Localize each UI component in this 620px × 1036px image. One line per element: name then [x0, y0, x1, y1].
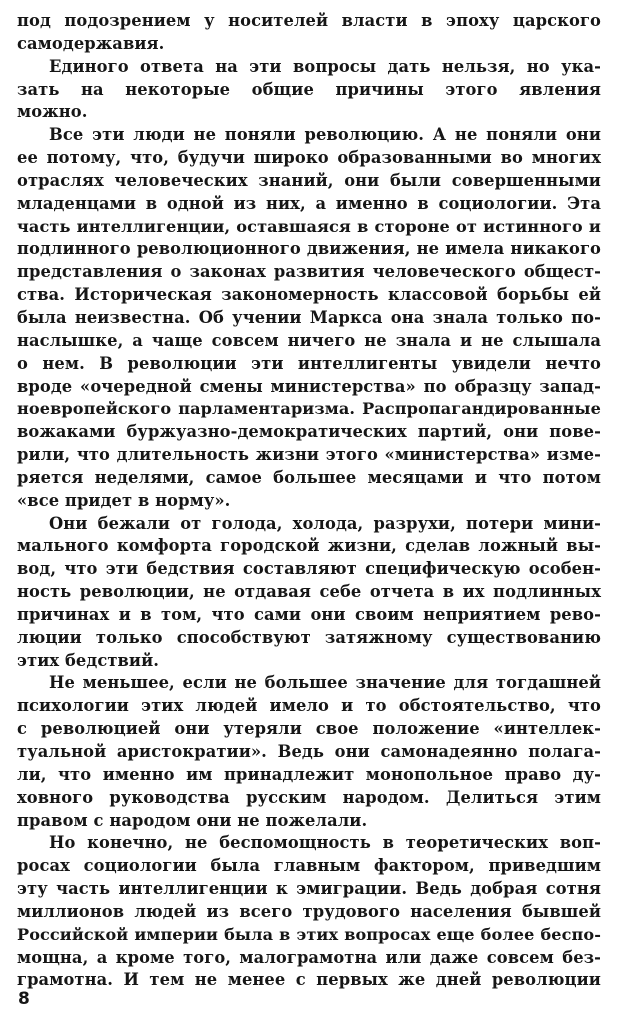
text-line: вроде «очередной смены министерства» по образцу запад-: [17, 376, 601, 396]
text-line: миллионов людей из всего трудового населения бывшей: [17, 901, 601, 921]
text-line: под подозрением у носителей власти в эпоху царского: [17, 11, 601, 30]
text-line: ноевропейского парламентаризма. Распропагандированные: [17, 399, 601, 419]
page-number: 8: [18, 989, 30, 1009]
text-line: зать на некоторые общие причины этого явления: [17, 79, 601, 99]
text-line: причинах и в том, что сами они своим неприятием рево-: [17, 604, 601, 624]
text-line: Не меньшее, если не большее значение для тогдашней: [49, 673, 601, 693]
text-line: люции только способствуют затяжному существованию: [17, 627, 601, 647]
text-line: ства. Историческая закономерность классовой борьбы ей: [17, 285, 601, 305]
text-line: можно.: [17, 102, 88, 122]
text-line: психологии этих людей имело и то обстоятельство, что: [17, 696, 601, 716]
text-line: правом с народом они не пожелали.: [17, 810, 368, 830]
body-text: [17, 10, 601, 992]
text-line: подлинного революционного движения, не имела никакого: [17, 239, 601, 259]
text-line: представления о законах развития человеческого общест-: [17, 262, 601, 282]
text-line: вод, что эти бедствия составляют специфическую особен-: [17, 559, 601, 579]
text-line: эту часть интеллигенции к эмиграции. Ведь добрая сотня: [17, 879, 601, 899]
text-line: туальной аристократии». Ведь они самонадеянно полага-: [17, 742, 601, 761]
text-line: росах социологии была главным фактором, приведшим: [17, 856, 601, 876]
text-line: Единого ответа на эти вопросы дать нельзя, но ука-: [49, 56, 601, 76]
text-line: о нем. В революции эти интеллигенты увидели нечто: [17, 353, 601, 373]
text-line: Российской империи была в этих вопросах еще более беспо-: [17, 924, 601, 944]
text-line: с революцией они утеряли свое положение «интеллек-: [17, 719, 601, 739]
text-line: самодержавия.: [17, 33, 165, 53]
text-line: ряется неделями, самое большее месяцами и что потом: [17, 467, 601, 487]
text-line: рили, что длительность жизни этого «министерства» изме-: [17, 445, 601, 465]
text-line: ее потому, что, будучи широко образованными во многих: [17, 148, 601, 168]
text-line: мального комфорта городской жизни, сделав ложный вы-: [17, 536, 601, 556]
text-line: Но конечно, не беспомощность в теоретических воп-: [49, 833, 601, 853]
text-line: отраслях человеческих знаний, они были совершенными: [17, 170, 601, 190]
text-line: вожаками буржуазно-демократических партий, они пове-: [17, 422, 601, 442]
text-line: наслышке, а чаще совсем ничего не знала и не слышала: [17, 330, 601, 350]
text-line: ность революции, не отдавая себе отчета в их подлинных: [17, 582, 601, 602]
text-line: была неизвестна. Об учении Маркса она знала только по-: [17, 307, 601, 327]
text-line: «все придет в норму».: [17, 490, 231, 510]
text-line: младенцами в одной из них, а именно в социологии. Эта: [17, 193, 601, 213]
text-line: мощна, а кроме того, малограмотна или даже совсем без-: [17, 947, 601, 967]
text-line: этих бедствий.: [17, 650, 160, 670]
text-line: Они бежали от голода, холода, разрухи, потери мини-: [49, 513, 601, 533]
text-line: Все эти люди не поняли революцию. А не поняли они: [49, 125, 601, 145]
text-line: ховного руководства русским народом. Делиться этим: [17, 787, 601, 807]
text-line: грамотна. И тем не менее с первых же дней революции: [17, 970, 601, 990]
text-line: ли, что именно им принадлежит монопольное право ду-: [17, 764, 601, 784]
text-line: часть интеллигенции, оставшаяся в стороне от истинного и: [17, 216, 601, 236]
